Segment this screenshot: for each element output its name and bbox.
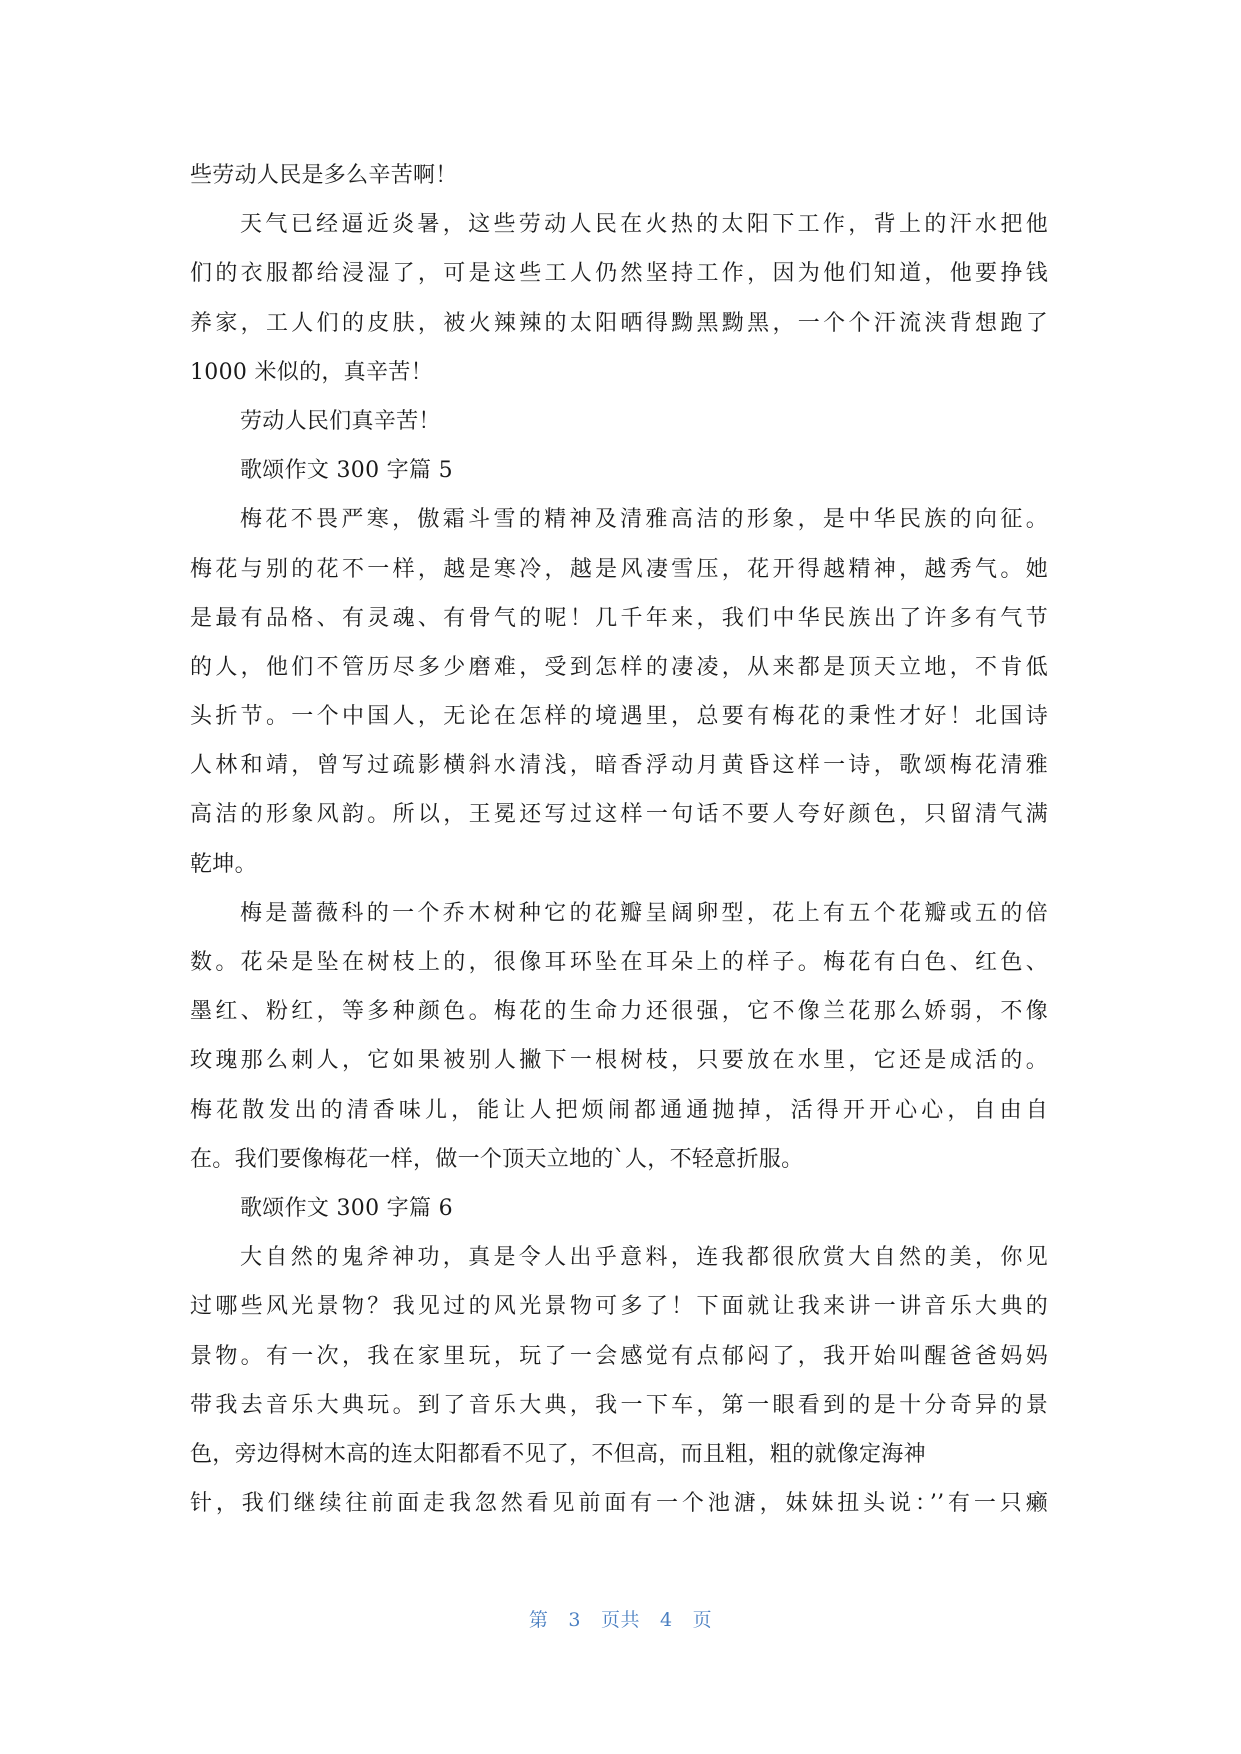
text-line: 景物。有一次，我在家里玩，玩了一会感觉有点郁闷了，我开始叫醒爸爸妈妈 — [190, 1343, 1048, 1369]
footer-middle: 页共 — [600, 1609, 640, 1631]
text-line: 梅花不畏严寒，傲霜斗雪的精神及清雅高洁的形象，是中华民族的向征。 — [240, 507, 1048, 533]
text-line: 天气已经逼近炎暑，这些劳动人民在火热的太阳下工作，背上的汗水把他 — [240, 212, 1048, 238]
footer-total-pages: 4 — [660, 1609, 673, 1631]
text-line: 歌颂作文 300 字篇 5 — [240, 458, 453, 484]
text-line: 歌颂作文 300 字篇 6 — [240, 1195, 453, 1221]
text-line: 在。我们要像梅花一样，做一个顶天立地的`人，不轻意折服。 — [190, 1146, 804, 1172]
text-line: 梅花与别的花不一样，越是寒冷，越是风凄雪压，花开得越精神，越秀气。她 — [190, 556, 1048, 582]
text-line: 玫瑰那么刺人，它如果被别人撇下一根树枝，只要放在水里，它还是成活的。 — [190, 1048, 1048, 1074]
text-line: 劳动人民们真辛苦！ — [240, 408, 441, 434]
text-line: 梅花散发出的清香味儿，能让人把烦闹都通通抛掉，活得开开心心，自由自 — [190, 1097, 1048, 1123]
text-line: 乾坤。 — [190, 851, 257, 877]
footer-current-page: 3 — [568, 1609, 581, 1631]
text-line: 人林和靖，曾写过疏影横斜水清浅，暗香浮动月黄昏这样一诗，歌颂梅花清雅 — [190, 753, 1048, 779]
text-line: 是最有品格、有灵魂、有骨气的呢！几千年来，我们中华民族出了许多有气节 — [190, 605, 1048, 631]
text-line: 们的衣服都给浸湿了，可是这些工人仍然坚持工作，因为他们知道，他要挣钱 — [190, 261, 1048, 287]
page-footer — [0, 1605, 1241, 1632]
footer-prefix: 第 — [528, 1609, 549, 1631]
text-line: 养家，工人们的皮肤，被火辣辣的太阳晒得黝黑黝黑，一个个汗流浃背想跑了 — [190, 310, 1048, 336]
text-line: 高洁的形象风韵。所以，王冕还写过这样一句话不要人夸好颜色，只留清气满 — [190, 802, 1048, 828]
text-line: 些劳动人民是多么辛苦啊！ — [190, 163, 458, 188]
text-line: 带我去音乐大典玩。到了音乐大典，我一下车，第一眼看到的是十分奇异的景 — [190, 1392, 1048, 1418]
text-line: 针，我们继续往前面走我忽然看见前面有一个池溏，妹妹扭头说：’’有一只癞 — [190, 1491, 1048, 1517]
text-line: 数。花朵是坠在树枝上的，很像耳环坠在耳朵上的样子。梅花有白色、红色、 — [190, 950, 1048, 975]
text-line: 墨红、粉红，等多种颜色。梅花的生命力还很强，它不像兰花那么娇弱，不像 — [190, 999, 1048, 1025]
text-line: 梅是蔷薇科的一个乔木树种它的花瓣呈阔卵型，花上有五个花瓣或五的倍 — [240, 900, 1048, 926]
text-line: 色，旁边得树木高的连太阳都看不见了，不但高，而且粗，粗的就像定海神 — [190, 1441, 926, 1467]
text-line: 1000 米似的，真辛苦！ — [190, 359, 433, 385]
text-line: 大自然的鬼斧神功，真是令人出乎意料，连我都很欣赏大自然的美，你见 — [240, 1245, 1048, 1271]
footer-suffix: 页 — [692, 1609, 713, 1631]
body-text — [190, 151, 1048, 1528]
text-line: 的人，他们不管历尽多少磨难，受到怎样的凄凌，从来都是顶天立地，不肯低 — [190, 654, 1048, 680]
text-line: 头折节。一个中国人，无论在怎样的境遇里，总要有梅花的秉性才好！北国诗 — [190, 704, 1048, 730]
text-line: 过哪些风光景物？我见过的风光景物可多了！下面就让我来讲一讲音乐大典的 — [190, 1294, 1048, 1320]
